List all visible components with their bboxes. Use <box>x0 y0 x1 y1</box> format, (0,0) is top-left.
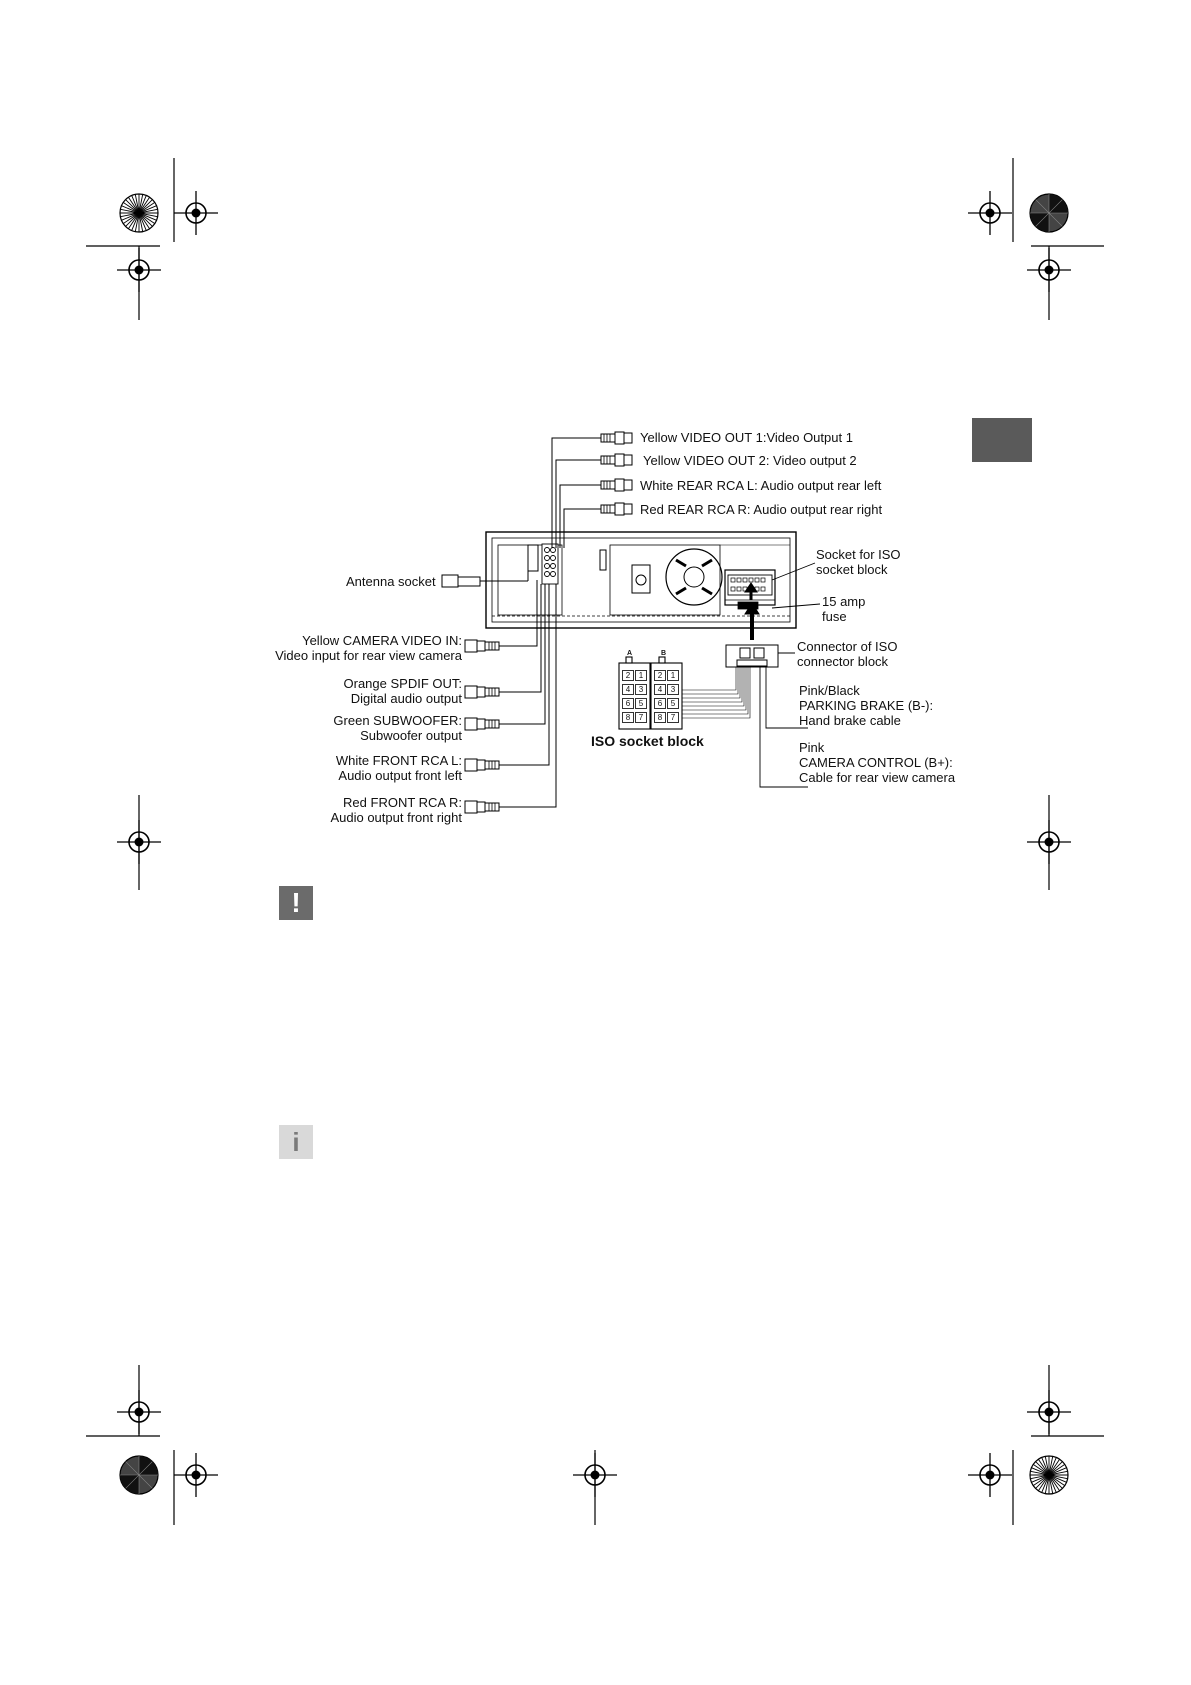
rca-plug-icon <box>601 454 632 466</box>
iso-column-b: B <box>661 650 667 657</box>
registration-mark-icon <box>968 191 1012 235</box>
iso-connector-block <box>726 645 778 667</box>
warning-icon: ! <box>279 886 313 920</box>
registration-mark-icon <box>968 1453 1012 1497</box>
label-line: Audio output front left <box>338 768 462 783</box>
info-icon: i <box>279 1125 313 1159</box>
label-line: Socket for ISO <box>816 547 901 562</box>
label-front-rca-r <box>262 795 462 825</box>
connection-arrows <box>745 583 759 640</box>
antenna-plug <box>442 571 528 587</box>
star-target-icon <box>120 194 158 232</box>
label-line: White FRONT RCA L: <box>335 753 462 768</box>
registration-mark-icon <box>1027 820 1071 864</box>
iso-column-a: A <box>627 650 633 657</box>
registration-mark-icon <box>117 820 161 864</box>
iso-pin: 4 <box>654 684 666 695</box>
star-target-icon <box>1030 1456 1068 1494</box>
iso-pin: 3 <box>667 684 679 695</box>
registration-mark-icon <box>174 1453 218 1497</box>
label-subwoofer <box>262 713 462 743</box>
star-target-dark-icon <box>1030 194 1068 232</box>
label-line: Pink <box>799 740 825 755</box>
crop-marks-top-right <box>1013 158 1104 320</box>
iso-pin: 6 <box>654 698 666 709</box>
label-line: Subwoofer output <box>360 728 462 743</box>
label-line: connector block <box>797 654 889 669</box>
iso-pin: 4 <box>622 684 634 695</box>
registration-mark-icon <box>117 248 161 292</box>
label-connector-iso <box>797 639 897 669</box>
registration-mark-icon <box>1027 1390 1071 1434</box>
label-line: PARKING BRAKE (B-): <box>799 698 934 713</box>
label-rear-rca-r: Red REAR RCA R: Audio output rear right <box>640 502 883 517</box>
label-camera-video-in <box>262 633 462 663</box>
label-line: Hand brake cable <box>799 713 901 728</box>
left-cables <box>499 580 556 807</box>
registration-mark-icon <box>117 1390 161 1434</box>
registration-mark-icon <box>1027 248 1071 292</box>
star-target-dark-icon <box>120 1456 158 1494</box>
registration-mark-icon <box>174 191 218 235</box>
harness-wires <box>680 667 750 718</box>
iso-pin: 8 <box>654 712 666 723</box>
label-camera-control <box>799 740 955 785</box>
iso-pin: 7 <box>635 712 647 723</box>
registration-mark-icon <box>573 1453 617 1497</box>
iso-pin: 1 <box>667 670 679 681</box>
iso-socket-block-title: ISO socket block <box>591 733 704 749</box>
label-line: 15 amp <box>822 594 866 609</box>
label-video-out-1: Yellow VIDEO OUT 1:Video Output 1 <box>640 430 853 445</box>
rca-plug-icon <box>601 479 632 491</box>
rca-plug-icon <box>465 686 499 698</box>
label-socket-iso <box>816 547 901 577</box>
rca-plug-icon <box>465 718 499 730</box>
crop-marks-top-left <box>86 158 174 320</box>
label-line: Connector of ISO <box>797 639 898 654</box>
label-fuse <box>822 594 865 624</box>
label-spdif-out <box>262 676 462 706</box>
rca-plug-icon <box>465 801 499 813</box>
label-line: Yellow CAMERA VIDEO IN: <box>302 633 462 648</box>
label-video-out-2: Yellow VIDEO OUT 2: Video output 2 <box>643 453 857 468</box>
label-line: CAMERA CONTROL (B+): <box>799 755 953 770</box>
label-parking-brake <box>799 683 933 728</box>
rca-plug-icon <box>465 759 499 771</box>
label-line: fuse <box>822 609 847 624</box>
label-line: Pink/Black <box>799 683 860 698</box>
label-front-rca-l <box>262 753 462 783</box>
label-line: Green SUBWOOFER: <box>333 713 462 728</box>
label-line: Video input for rear view camera <box>275 648 462 663</box>
label-line: Cable for rear view camera <box>799 770 956 785</box>
rca-plug-icon <box>465 640 499 652</box>
rca-plug-icon <box>601 432 632 444</box>
iso-pin: 3 <box>635 684 647 695</box>
label-rear-rca-l: White REAR RCA L: Audio output rear left <box>640 478 882 493</box>
label-line: Audio output front right <box>330 810 462 825</box>
iso-pin: 5 <box>635 698 647 709</box>
iso-pin: 5 <box>667 698 679 709</box>
label-antenna-socket: Antenna socket <box>346 574 436 589</box>
iso-pin: 2 <box>622 670 634 681</box>
label-line: Red FRONT RCA R: <box>343 795 462 810</box>
label-line: Digital audio output <box>350 691 462 706</box>
iso-pin: 1 <box>635 670 647 681</box>
iso-pin: 7 <box>667 712 679 723</box>
iso-pin: 2 <box>654 670 666 681</box>
crop-marks-bottom <box>86 1365 1104 1525</box>
label-line: Orange SPDIF OUT: <box>343 676 462 691</box>
iso-pin: 6 <box>622 698 634 709</box>
rca-junction <box>542 544 558 584</box>
rca-plug-icon <box>601 503 632 515</box>
iso-pin: 8 <box>622 712 634 723</box>
label-line: socket block <box>816 562 888 577</box>
chapter-tab <box>972 418 1032 462</box>
